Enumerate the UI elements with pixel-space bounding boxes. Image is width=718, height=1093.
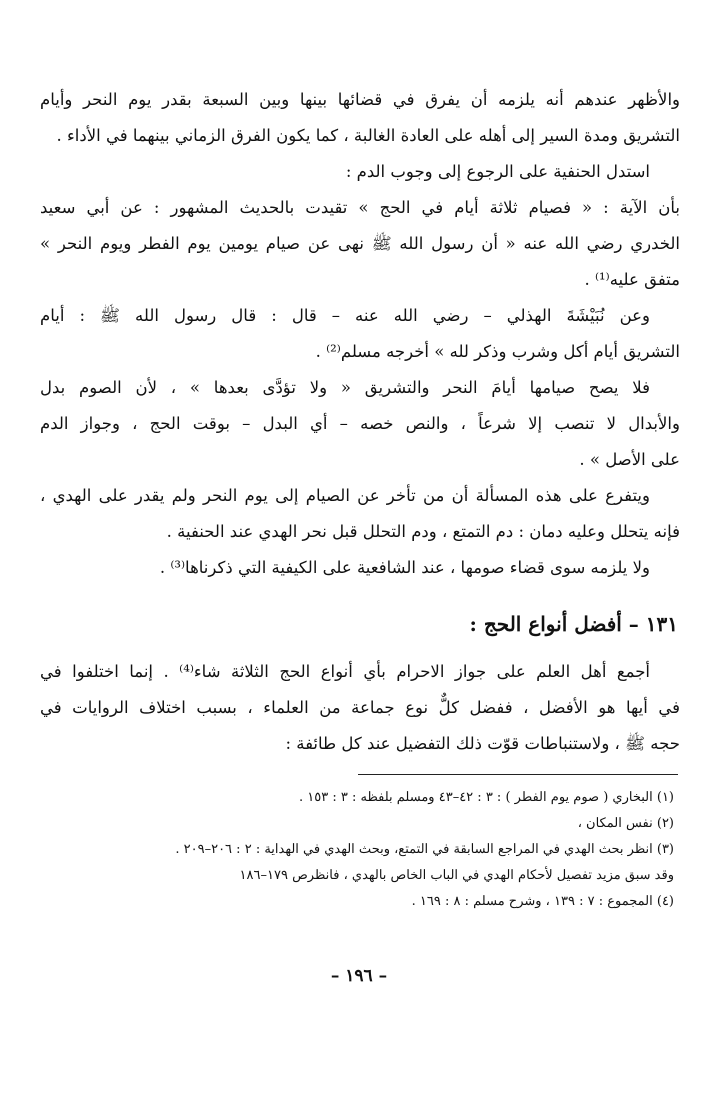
footnote: (٣) انظر بحث الهدي في المراجع السابقة في التمتع، وبحث الهدي في الهداية : ٢ : ٢٠٦–٢٠٩ . [175,842,674,857]
body-line: متفق عليه⁽¹⁾ . [584,270,680,289]
body-line: وعن نُبَيْشَةَ الهذلي – رضي الله عنه – قال : قال رسول الله ﷺ : أيام [40,306,650,325]
body-line: والأبدال لا تنصب إلا شرعاً ، والنص خصه – أي البدل – بوقت الحج ، وجواز الدم [40,414,680,433]
footnote: (٢) نفس المكان ، [577,816,674,831]
section-line: في أيها هو الأفضل ، ففضل كلٌّ نوع جماعة من العلماء ، بسبب اختلاف الروايات في [40,698,680,717]
body-line: التشريق أيام أكل وشرب وذكر لله » أخرجه مسلم⁽²⁾ . [315,342,680,361]
body-line: فإنه يتحلل وعليه دمان : دم التمتع ، ودم التحلل قبل نحر الهدي عند الحنفية . [166,522,680,541]
book-page [40,82,680,915]
section-line: أجمع أهل العلم على جواز الاحرام بأي أنواع الحج الثلاثة شاء⁽⁴⁾ . إنما اختلفوا في [40,662,650,681]
body-line: والأظهر عندهم أنه يلزمه أن يفرق في قضائها بينها وبين السبعة بقدر يوم النحر وأيام [40,90,680,109]
body-line: ويتفرع على هذه المسألة أن من تأخر عن الصيام إلى يوم النحر ولم يقدر على الهدي ، [40,486,650,505]
body-line: على الأصل » . [579,450,680,469]
section-line: حجه ﷺ ، ولاستنباطات قوّت ذلك التفضيل عند كل طائفة : [285,734,680,753]
body-line: التشريق ومدة السير إلى أهله على العادة الغالبة ، كما يكون الفرق الزماني بينهما في الأداء . [56,126,680,145]
body-line: بأن الآية : « فصيام ثلاثة أيام في الحج » تقيدت بالحديث المشهور : عن أبي سعيد [40,198,680,217]
body-line: فلا يصح صيامها أيامَ النحر والتشريق « ولا تؤدَّى بعدها » ، لأن الصوم بدل [40,378,650,397]
footnote: وقد سبق مزيد تفصيل لأحكام الهدي في الباب الخاص بالهدي ، فانظرص ١٧٩–١٨٦ [239,868,674,883]
section-heading: ١٣١ – أفضل أنواع الحج : [469,612,678,636]
body-line: الخدري رضي الله عنه « أن رسول الله ﷺ نهى عن صيام يومين يوم الفطر ويوم النحر » [40,234,680,253]
footnote: (٤) المجموع : ٧ : ١٣٩ ، وشرح مسلم : ٨ : ١٦٩ . [411,894,674,909]
body-line: ولا يلزمه سوى قضاء صومها ، عند الشافعية على الكيفية التي ذكرناها⁽³⁾ . [159,558,650,577]
footnote-divider [358,774,678,775]
page-number: – ١٩٦ – [330,966,388,986]
body-line: استدل الحنفية على الرجوع إلى وجوب الدم : [345,162,650,181]
footnote: (١) البخاري ( صوم يوم الفطر ) : ٣ : ٤٢–٤٣ ومسلم بلفظه : ٣ : ١٥٣ . [299,790,674,805]
